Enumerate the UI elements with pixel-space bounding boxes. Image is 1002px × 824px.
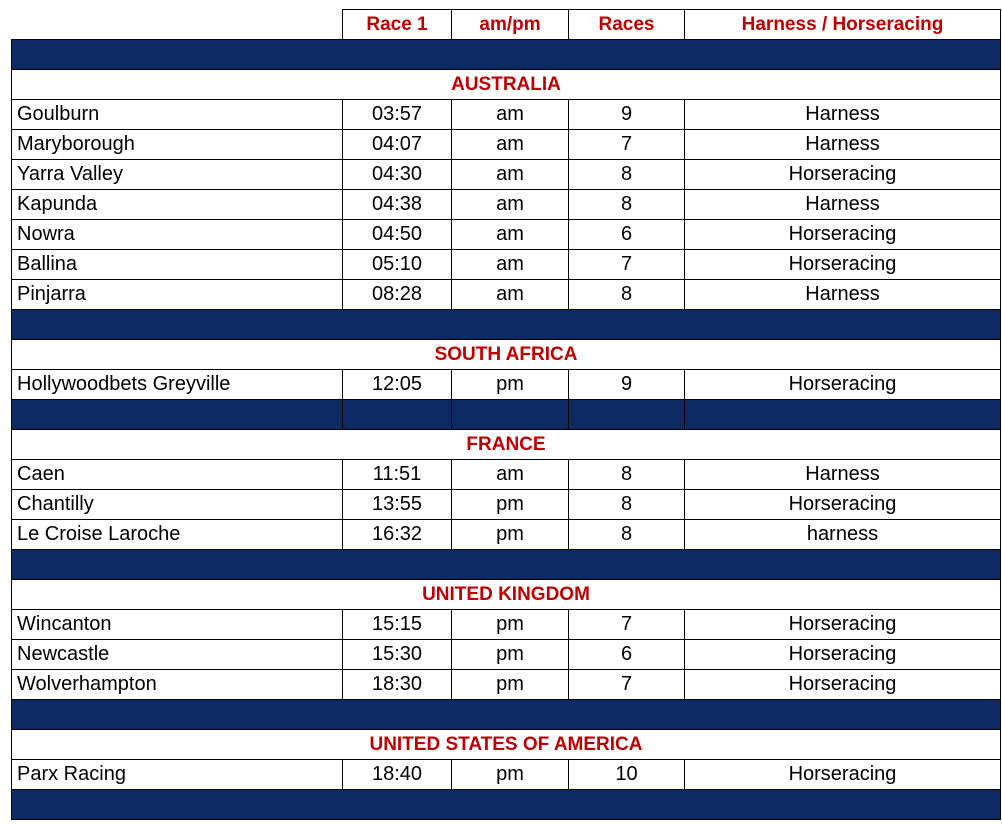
- country-row: [12, 730, 1001, 760]
- race1-time-cell: 04:07: [343, 130, 452, 160]
- races-count-cell: 8: [569, 520, 685, 550]
- race1-time-cell: 04:38: [343, 190, 452, 220]
- table-row: [12, 250, 1001, 280]
- venue-cell: Hollywoodbets Greyville: [12, 370, 343, 400]
- venue-cell: Goulburn: [12, 100, 343, 130]
- race1-time-cell: 05:10: [343, 250, 452, 280]
- race1-time-cell: 16:32: [343, 520, 452, 550]
- venue-cell: Le Croise Laroche: [12, 520, 343, 550]
- separator-bar: [12, 700, 1001, 730]
- table-row: [12, 490, 1001, 520]
- separator-cell: [569, 400, 685, 430]
- venue-cell: Newcastle: [12, 640, 343, 670]
- country-row: [12, 580, 1001, 610]
- races-count-cell: 7: [569, 670, 685, 700]
- separator-bar: [12, 310, 1001, 340]
- country-row: [12, 70, 1001, 100]
- separator-cell: [12, 790, 1001, 820]
- ampm-cell: am: [452, 190, 569, 220]
- table-row: [12, 670, 1001, 700]
- ampm-cell: am: [452, 250, 569, 280]
- table-row: [12, 130, 1001, 160]
- separator-bar: [12, 550, 1001, 580]
- races-count-cell: 8: [569, 490, 685, 520]
- race1-time-cell: 12:05: [343, 370, 452, 400]
- race-type-cell: Horseracing: [685, 760, 1001, 790]
- separator-bar: [12, 40, 1001, 70]
- race-type-cell: harness: [685, 520, 1001, 550]
- ampm-cell: am: [452, 280, 569, 310]
- races-count-cell: 8: [569, 280, 685, 310]
- races-count-cell: 9: [569, 100, 685, 130]
- table-row: [12, 100, 1001, 130]
- venue-cell: Wolverhampton: [12, 670, 343, 700]
- venue-cell: Yarra Valley: [12, 160, 343, 190]
- races-count-cell: 7: [569, 610, 685, 640]
- race-type-cell: Harness: [685, 460, 1001, 490]
- country-row: [12, 340, 1001, 370]
- ampm-cell: am: [452, 220, 569, 250]
- venue-cell: Chantilly: [12, 490, 343, 520]
- race-schedule-table: [11, 9, 1001, 820]
- ampm-cell: am: [452, 460, 569, 490]
- country-heading: AUSTRALIA: [12, 70, 1001, 100]
- table-row: [12, 190, 1001, 220]
- race1-time-cell: 04:50: [343, 220, 452, 250]
- separator-cell: [12, 310, 1001, 340]
- races-count-cell: 10: [569, 760, 685, 790]
- races-count-cell: 6: [569, 220, 685, 250]
- separator-cell: [12, 400, 343, 430]
- country-heading: FRANCE: [12, 430, 1001, 460]
- race-type-cell: Horseracing: [685, 160, 1001, 190]
- header-ampm: am/pm: [452, 10, 569, 40]
- venue-cell: Maryborough: [12, 130, 343, 160]
- header-blank-cell: [12, 10, 343, 40]
- race-type-cell: Horseracing: [685, 670, 1001, 700]
- ampm-cell: am: [452, 130, 569, 160]
- race-type-cell: Harness: [685, 280, 1001, 310]
- venue-cell: Nowra: [12, 220, 343, 250]
- table-row: [12, 760, 1001, 790]
- separator-cell: [452, 400, 569, 430]
- table-row: [12, 460, 1001, 490]
- race1-time-cell: 08:28: [343, 280, 452, 310]
- race-type-cell: Harness: [685, 130, 1001, 160]
- race1-time-cell: 04:30: [343, 160, 452, 190]
- table-row: [12, 370, 1001, 400]
- table-row: [12, 280, 1001, 310]
- ampm-cell: pm: [452, 490, 569, 520]
- country-heading: SOUTH AFRICA: [12, 340, 1001, 370]
- separator-cell: [685, 400, 1001, 430]
- separator-bar: [12, 790, 1001, 820]
- race1-time-cell: 18:40: [343, 760, 452, 790]
- ampm-cell: pm: [452, 670, 569, 700]
- header-type: Harness / Horseracing: [685, 10, 1001, 40]
- separator-cell: [12, 40, 1001, 70]
- race-type-cell: Horseracing: [685, 370, 1001, 400]
- ampm-cell: am: [452, 100, 569, 130]
- separator-cell: [343, 400, 452, 430]
- races-count-cell: 8: [569, 160, 685, 190]
- header-row: [12, 10, 1001, 40]
- race-type-cell: Harness: [685, 100, 1001, 130]
- country-heading: UNITED KINGDOM: [12, 580, 1001, 610]
- separator-cell: [12, 550, 1001, 580]
- race-type-cell: Horseracing: [685, 490, 1001, 520]
- race1-time-cell: 15:15: [343, 610, 452, 640]
- ampm-cell: am: [452, 160, 569, 190]
- venue-cell: Caen: [12, 460, 343, 490]
- venue-cell: Pinjarra: [12, 280, 343, 310]
- ampm-cell: pm: [452, 640, 569, 670]
- race1-time-cell: 03:57: [343, 100, 452, 130]
- races-count-cell: 7: [569, 250, 685, 280]
- ampm-cell: pm: [452, 370, 569, 400]
- race-type-cell: Harness: [685, 190, 1001, 220]
- country-heading: UNITED STATES OF AMERICA: [12, 730, 1001, 760]
- table-row: [12, 160, 1001, 190]
- races-count-cell: 8: [569, 190, 685, 220]
- table-body: [12, 10, 1001, 820]
- table-row: [12, 640, 1001, 670]
- race-type-cell: Horseracing: [685, 640, 1001, 670]
- race1-time-cell: 15:30: [343, 640, 452, 670]
- venue-cell: Wincanton: [12, 610, 343, 640]
- country-row: [12, 430, 1001, 460]
- venue-cell: Parx Racing: [12, 760, 343, 790]
- ampm-cell: pm: [452, 610, 569, 640]
- table-row: [12, 610, 1001, 640]
- header-race1: Race 1: [343, 10, 452, 40]
- races-count-cell: 7: [569, 130, 685, 160]
- races-count-cell: 9: [569, 370, 685, 400]
- race-type-cell: Horseracing: [685, 250, 1001, 280]
- header-races: Races: [569, 10, 685, 40]
- race-type-cell: Horseracing: [685, 610, 1001, 640]
- race1-time-cell: 11:51: [343, 460, 452, 490]
- race1-time-cell: 18:30: [343, 670, 452, 700]
- races-count-cell: 6: [569, 640, 685, 670]
- races-count-cell: 8: [569, 460, 685, 490]
- separator-cell: [12, 700, 1001, 730]
- separator-bar: [12, 400, 1001, 430]
- race1-time-cell: 13:55: [343, 490, 452, 520]
- ampm-cell: pm: [452, 760, 569, 790]
- ampm-cell: pm: [452, 520, 569, 550]
- table-row: [12, 220, 1001, 250]
- venue-cell: Kapunda: [12, 190, 343, 220]
- venue-cell: Ballina: [12, 250, 343, 280]
- table-row: [12, 520, 1001, 550]
- race-type-cell: Horseracing: [685, 220, 1001, 250]
